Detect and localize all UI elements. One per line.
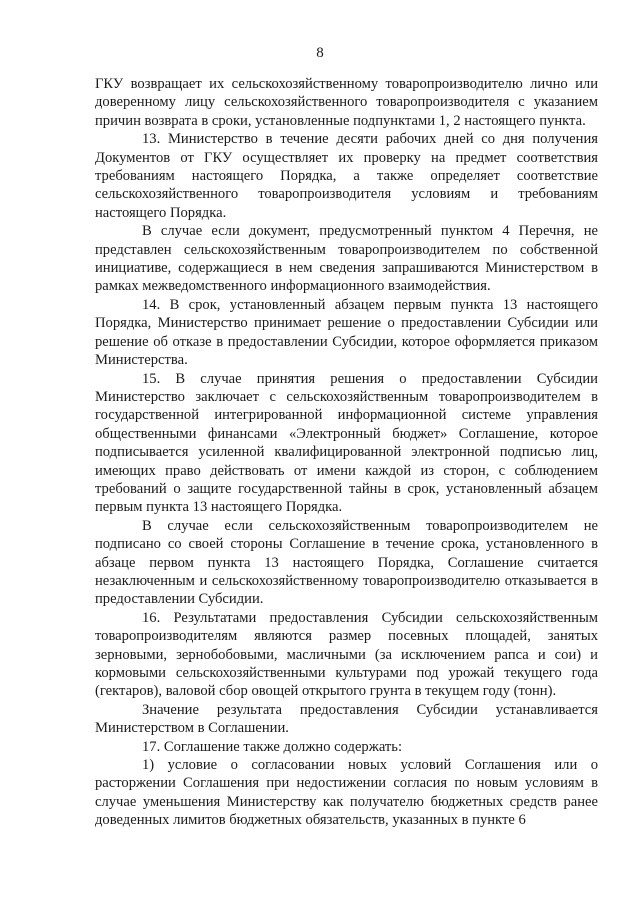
paragraph-clause-16-note: Значение результата предоставления Субсидии устанавливается Министерством в Соглашении. xyxy=(95,701,598,737)
paragraph-clause-15-note: В случае если сельскохозяйственным товаропроизводителем не подписано со своей стороны Соглашение в течение срока, установленного в абзаце первом пункта 13 настоящего Порядка, Соглашение считается незаключенным и сельскохозяйственному товаропроизводителю отказывается в предоставлении Субсидии. xyxy=(95,517,598,608)
paragraph-clause-14: 14. В срок, установленный абзацем первым пункта 13 настоящего Порядка, Министерство принимает решение о предоставлении Субсидии или решение об отказе в предоставлении Субсидии, которое оформляется приказом Министерства. xyxy=(95,296,598,369)
paragraph-clause-15: 15. В случае принятия решения о предоставлении Субсидии Министерство заключает с сельскохозяйственным товаропроизводителем в государственной интегрированной информационной системе управления общественными финансами «Электронный бюджет» Соглашение, которое подписывается усиленной квалифицированной электронной подписью лиц, имеющих право действовать от имени каждой из сторон, с соблюдением требований о защите государственной тайны в срок, установленный абзацем первым пункта 13 настоящего Порядка. xyxy=(95,370,598,516)
paragraph-clause-16: 16. Результатами предоставления Субсидии сельскохозяйственным товаропроизводителям являются размер посевных площадей, занятых зерновыми, зернобобовыми, масличными (за исключением рапса и сои) и кормовыми сельскохозяйственными культурами под урожай текущего года (гектаров), валовой сбор овощей открытого грунта в текущем году (тонн). xyxy=(95,609,598,700)
page-number: 8 xyxy=(316,45,324,61)
paragraph-clause-17-item-1: 1) условие о согласовании новых условий Соглашения или о расторжении Соглашения при недостижении согласия по новым условиям в случае уменьшения Министерству как получателю бюджетных средств ранее доведенных лимитов бюджетных обязательств, указанных в пункте 6 xyxy=(95,757,598,829)
paragraph-continuation: ГКУ возвращает их сельскохозяйственному товаропроизводителю лично или доверенному лицу сельскохозяйственного товаропроизводителя с указанием причин возврата в сроки, установленные подпунктами 1, 2 настоящего пункта. xyxy=(95,76,598,129)
paragraph-clause-17: 17. Соглашение также должно содержать: xyxy=(142,738,403,755)
document-body xyxy=(95,75,598,830)
paragraph-clause-13-note: В случае если документ, предусмотренный пунктом 4 Перечня, не представлен сельскохозяйственным товаропроизводителем по собственной инициативе, содержащиеся в нем сведения запрашиваются Министерством в рамках межведомственного информационного взаимодействия. xyxy=(95,223,598,295)
paragraph-clause-13: 13. Министерство в течение десяти рабочих дней со дня получения Документов от ГКУ осуществляет их проверку на предмет соответствия требованиям настоящего Порядка, а также определяет соответствие сельскохозяйственного товаропроизводителя условиям и требованиям настоящего Порядка. xyxy=(95,131,598,221)
